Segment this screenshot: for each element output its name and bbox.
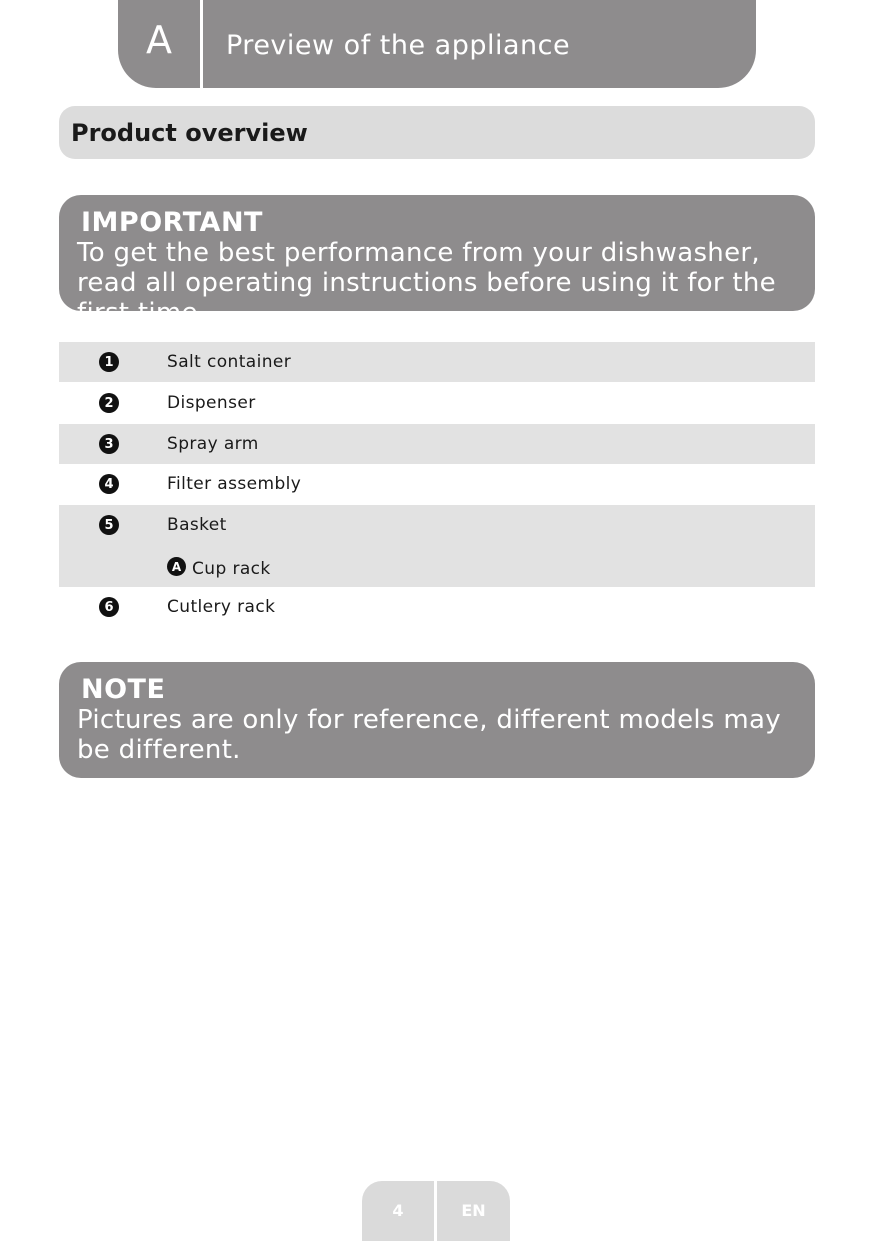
part-number-badge: 6 — [99, 597, 119, 617]
sub-part-label: Cup rack — [192, 559, 271, 579]
part-number-badge: 2 — [99, 393, 119, 413]
part-row-spray-arm — [59, 424, 815, 464]
header-divider — [200, 0, 203, 88]
note-callout — [59, 662, 815, 778]
parts-list — [59, 342, 815, 629]
language-code: EN — [461, 1201, 486, 1220]
part-row-filter-assembly — [59, 464, 815, 505]
part-row-basket — [59, 505, 815, 587]
part-label: Cutlery rack — [167, 597, 276, 617]
section-bar — [59, 106, 815, 159]
note-heading: NOTE — [81, 674, 166, 705]
part-number-badge: 3 — [99, 434, 119, 454]
chapter-header — [118, 0, 756, 88]
sub-part-letter-badge: A — [167, 557, 186, 576]
note-body: Pictures are only for reference, different models may be different. — [77, 705, 781, 765]
page-number: 4 — [392, 1201, 404, 1220]
part-number-badge: 1 — [99, 352, 119, 372]
chapter-letter: A — [146, 18, 172, 62]
important-body: To get the best performance from your dishwasher, read all operating instructions before using it for the first time. — [77, 238, 776, 328]
part-label: Filter assembly — [167, 474, 302, 494]
important-heading: IMPORTANT — [81, 207, 263, 238]
part-number-badge: 4 — [99, 474, 119, 494]
part-label: Salt container — [167, 352, 292, 372]
part-row-cutlery-rack — [59, 587, 815, 629]
chapter-title: Preview of the appliance — [226, 30, 571, 61]
part-label: Basket — [167, 515, 227, 535]
part-row-salt-container — [59, 342, 815, 382]
part-label: Dispenser — [167, 393, 256, 413]
footer-language-tab — [437, 1181, 510, 1241]
important-callout — [59, 195, 815, 328]
section-title: Product overview — [71, 119, 308, 147]
footer-page-tab — [362, 1181, 434, 1241]
part-number-badge: 5 — [99, 515, 119, 535]
part-row-dispenser — [59, 382, 815, 424]
part-label: Spray arm — [167, 434, 259, 454]
